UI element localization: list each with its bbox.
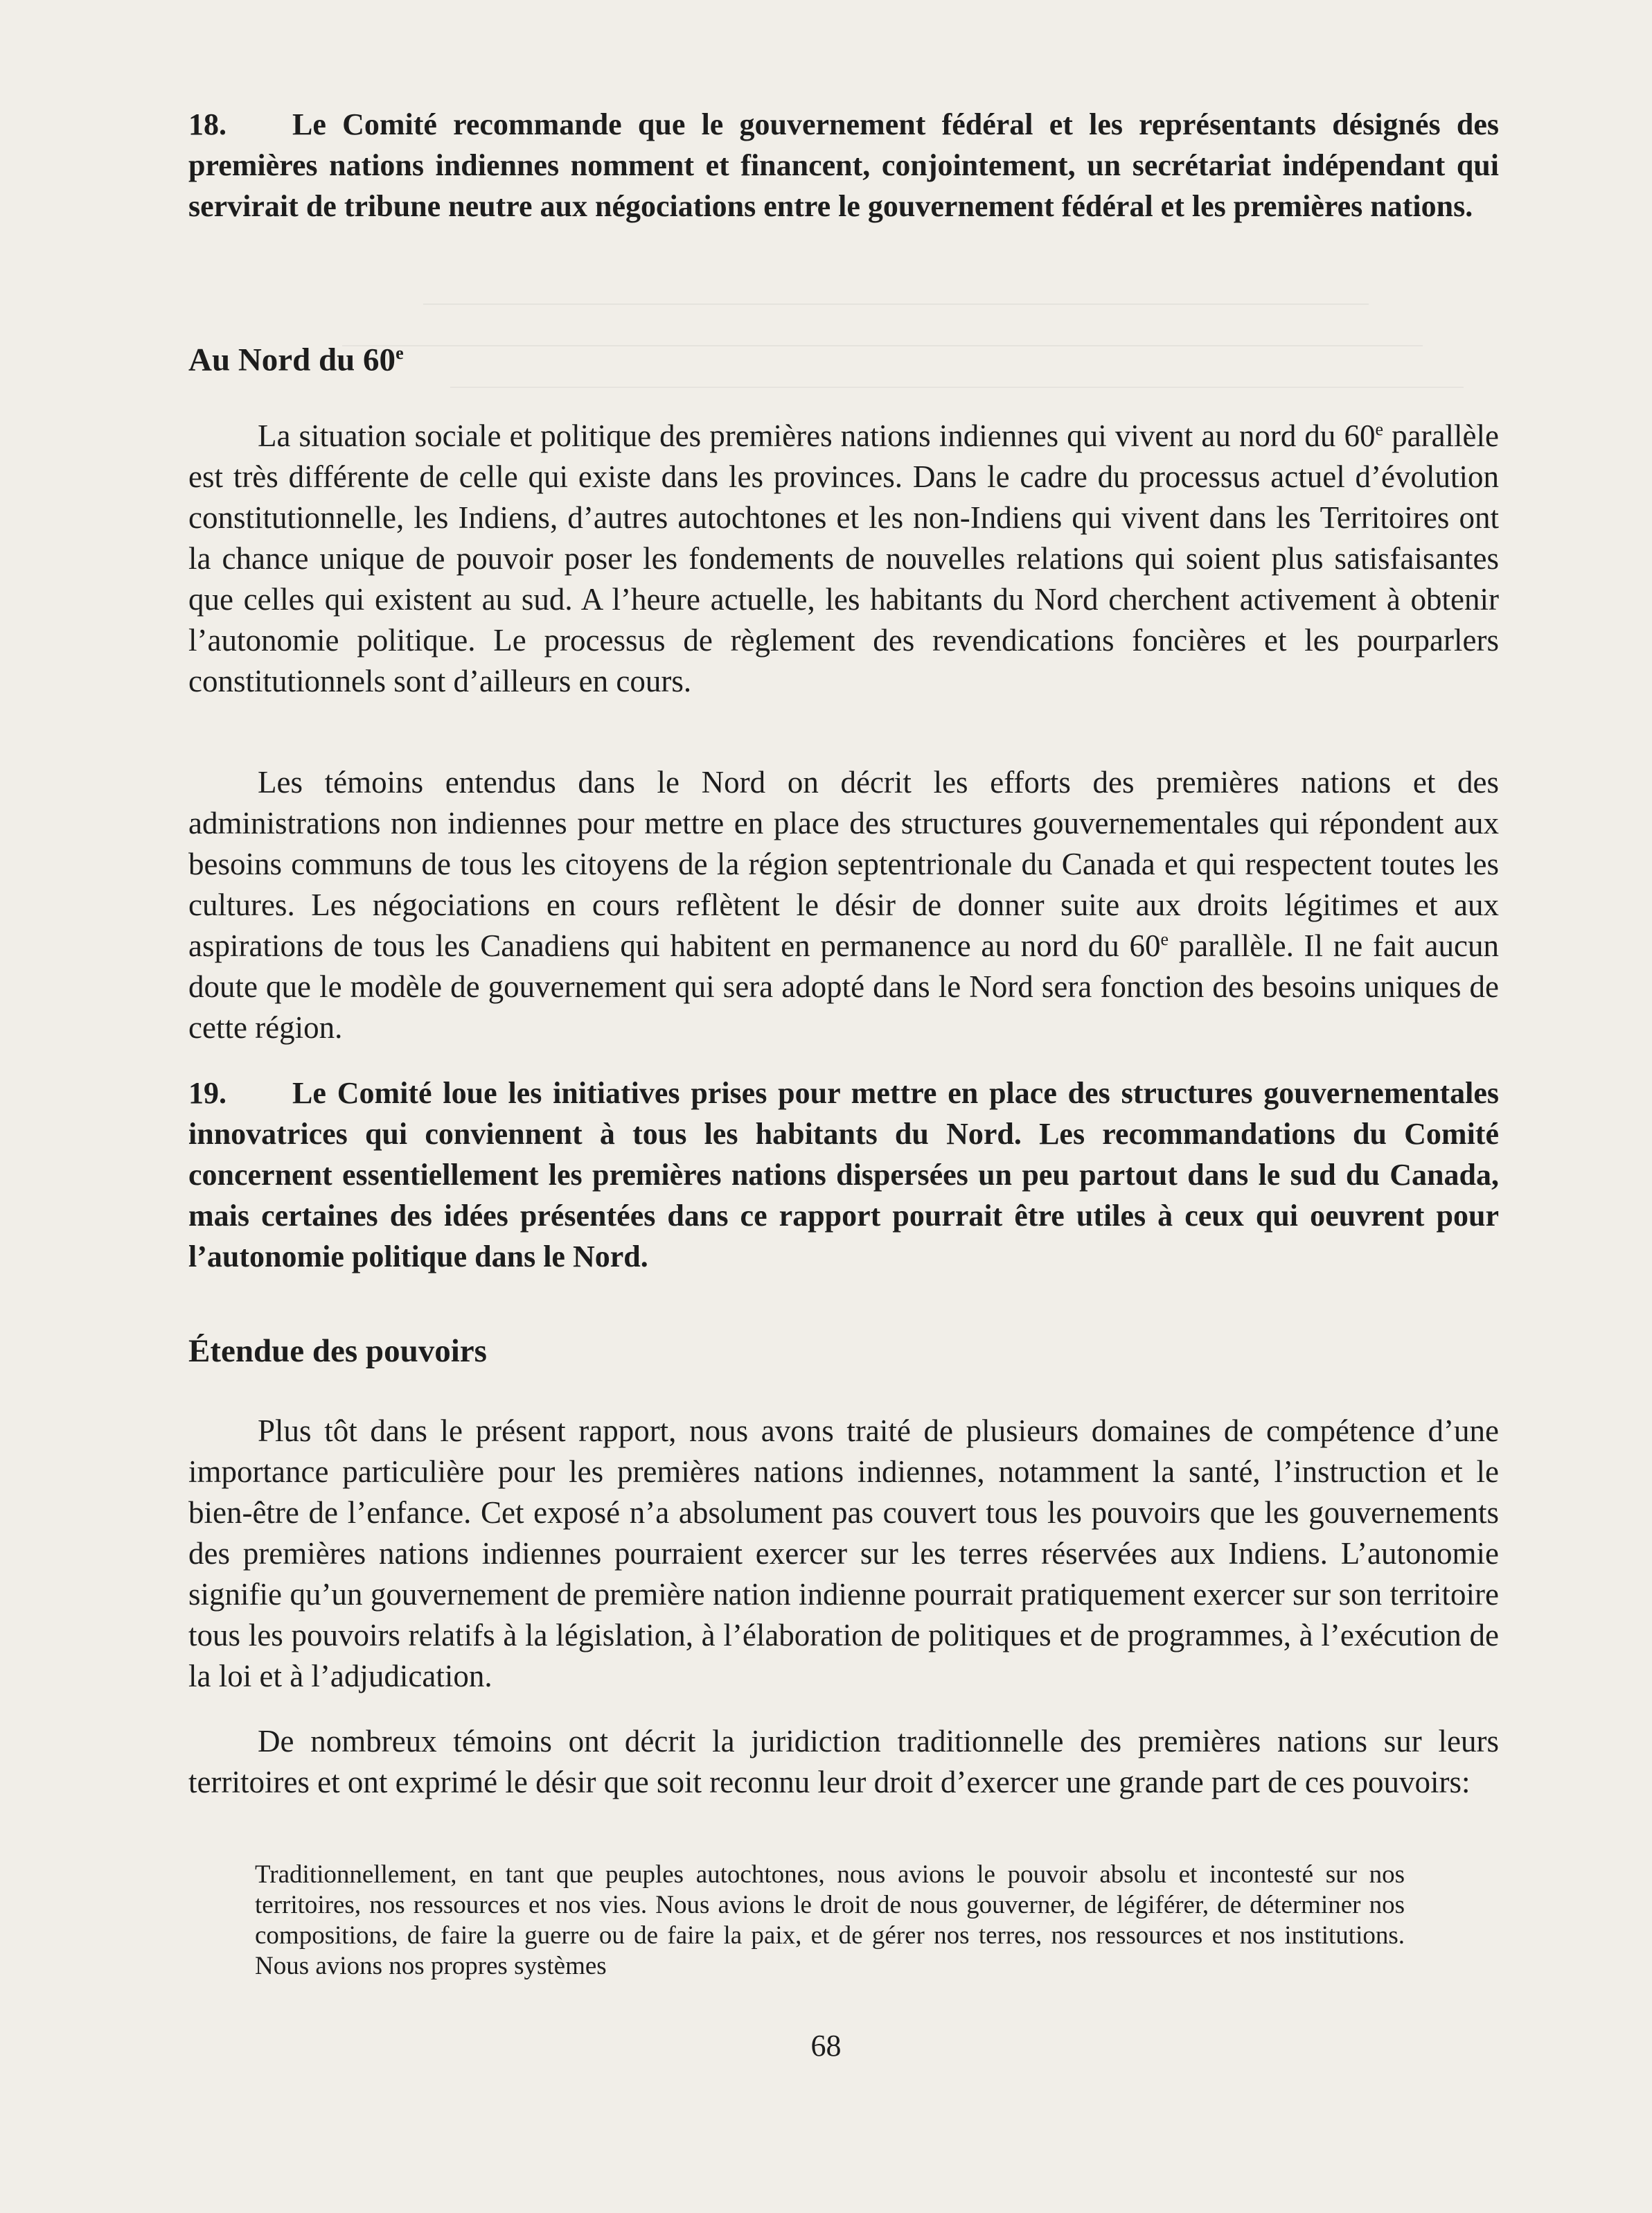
paragraph-powers-1: Plus tôt dans le présent rapport, nous avons traité de plusieurs domaines de compétence d’une importance particulière pour les premières nations indiennes, notamment la santé, l’instruction et le bien-être de l’enfance. Cet exposé n’a absolument pas couvert tous les pouvoirs que les gouvernements des premières nations indiennes pourraient exercer sur les terres réservées aux Indiens. L’autonomie signifie qu’un gouvernement de première nation indienne pourrait pratiquement exercer sur son territoire tous les pouvoirs relatifs à la législation, à l’élaboration de politiques et de programmes, à l’exécution de la loi et à l’adjudication. <box>188 1413 1499 1693</box>
page-number: 68 <box>810 2029 842 2063</box>
paragraph-north-1: La situation sociale et politique des premières nations indiennes qui vivent au nord du 60e parallèle est très différente de celle qui existe dans les provinces. Dans le cadre du processus actuel d’évolution constitutionnelle, les Indiens, d’autres autochtones et les non-Indiens qui vivent dans les Territoires ont la chance unique de pouvoir poser les fondements de nouvelles relations qui soient plus satisfaisantes que celles qui existent au sud. A l’heure actuelle, les habitants du Nord cherchent activement à obtenir l’autonomie politique. Le processus de règlement des revendications foncières et les pourparlers constitutionnels sont d’ailleurs en cours. <box>188 418 1499 698</box>
section-heading-powers: Étendue des pouvoirs <box>188 1333 487 1369</box>
recommendation-18 <box>188 104 1499 227</box>
block-quote: Traditionnellement, en tant que peuples autochtones, nous avions le pouvoir absolu et incontesté sur nos territoires, nos ressources et nos vies. Nous avions le droit de nous gouverner, de légiférer, de déterminer nos compositions, de faire la guerre ou de faire la paix, et de gérer nos terres, nos ressources et nos institutions. Nous avions nos propres systèmes <box>255 1860 1405 1980</box>
recommendation-number: 19. <box>188 1076 227 1110</box>
section-heading-north: Au Nord du 60e <box>188 342 404 378</box>
recommendation-19 <box>188 1073 1499 1277</box>
paragraph-north-2: Les témoins entendus dans le Nord on décrit les efforts des premières nations et des administrations non indiennes pour mettre en place des structures gouvernementales qui répondent aux besoins communs de tous les citoyens de la région septentrionale du Canada et qui respectent toutes les cultures. Les négociations en cours reflètent le désir de donner suite aux droits légitimes et aux aspirations de tous les Canadiens qui habitent en permanence au nord du 60e parallèle. Il ne fait aucun doute que le modèle de gouvernement qui sera adopté dans le Nord sera fonction des besoins uniques de cette région. <box>188 765 1499 1045</box>
recommendation-text: Le Comité recommande que le gouvernement fédéral et les représentants désignés des premières nations indiennes nomment et financent, conjointement, un secrétariat indépendant qui servirait de tribune neutre aux négociations entre le gouvernement fédéral et les premières nations. <box>188 107 1499 223</box>
recommendation-text: Le Comité loue les initiatives prises pour mettre en place des structures gouvernementales innovatrices qui conviennent à tous les habitants du Nord. Les recommandations du Comité concernent essentiellement les premières nations dispersées un peu partout dans le sud du Canada, mais certaines des idées présentées dans ce rapport pourrait être utiles à ceux qui oeuvrent pour l’autonomie politique dans le Nord. <box>188 1076 1499 1273</box>
recommendation-number: 18. <box>188 107 227 141</box>
paragraph-powers-2: De nombreux témoins ont décrit la juridiction traditionnelle des premières nations sur leurs territoires et ont exprimé le désir que soit reconnu leur droit d’exercer une grande part de ces pouvoirs: <box>188 1724 1499 1799</box>
